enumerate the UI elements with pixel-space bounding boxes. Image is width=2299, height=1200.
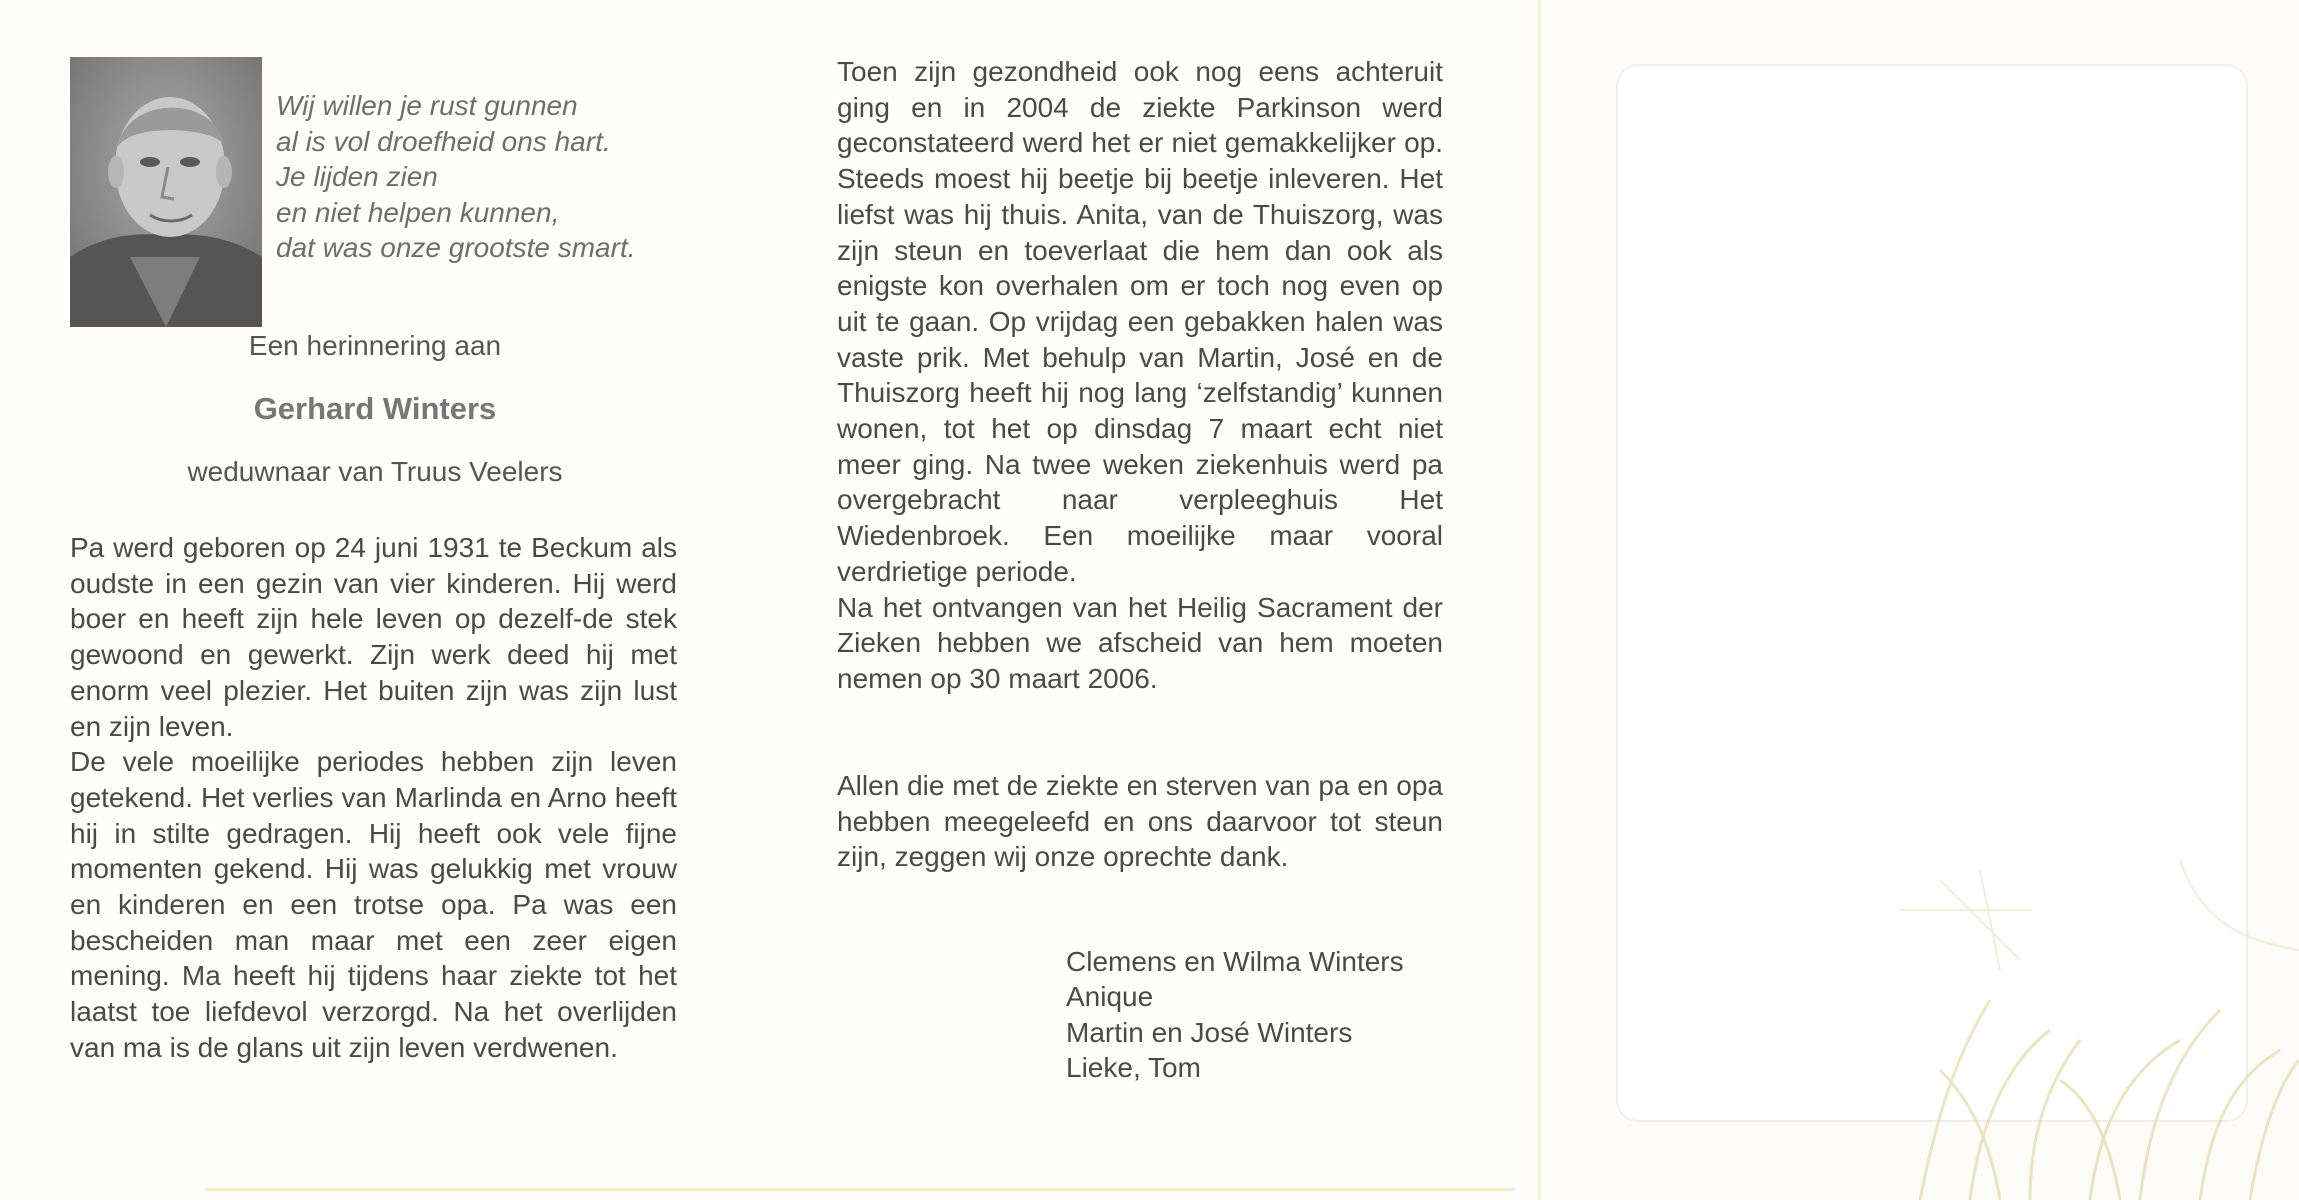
portrait-image (70, 57, 262, 327)
paragraph: Na het ontvangen van het Heilig Sacrament der Zieken hebben we afscheid van hem moeten nemen op 30 maart 2006. (837, 591, 1443, 694)
family-signatures (1066, 944, 1486, 1085)
poem-line: en niet helpen kunnen, (276, 196, 560, 228)
portrait-photo (70, 57, 262, 327)
deceased-name: Gerhard Winters (253, 391, 497, 426)
signature-line: Lieke, Tom (1066, 1051, 1201, 1083)
poem (276, 88, 736, 266)
poem-line: Je lijden zien (276, 161, 438, 192)
biography-right (837, 54, 1443, 697)
paragraph: Allen die met de ziekte en sterven van pa en opa hebben meegeleefd en ons daarvoor tot steun zijn, zeggen wij onze oprechte dank. (837, 770, 1443, 873)
paragraph: De vele moeilijke periodes hebben zijn leven getekend. Het verlies van Marlinda en Arno heeft hij in stilte gedragen. Hij heeft ook vele fijne momenten gekend. Hij was gelukkig met vrouw en kinderen en een trotse opa. Pa was een bescheiden man maar met een zeer eigen mening. Ma heeft hij tijdens haar ziekte tot het laatst toe liefdevol verzorgd. Na het overlijden van ma is de glans uit zijn leven verdwenen. (70, 746, 677, 1063)
biography-left (70, 530, 677, 1066)
poem-line: dat was onze grootste smart. (276, 232, 636, 263)
poem-line: Wij willen je rust gunnen (276, 90, 578, 121)
grass-illustration (1880, 840, 2299, 1200)
bottom-yellow-line (205, 1188, 1515, 1191)
widower-line: weduwnaar van Truus Veelers (187, 456, 563, 487)
signature-line: Martin en José Winters (1066, 1016, 1353, 1048)
paragraph: Toen zijn gezondheid ook nog eens achteruit ging en in 2004 de ziekte Parkinson werd geconstateerd werd het er niet gemakkelijker op. Steeds moest hij beetje bij beetje inleveren. Het liefst was hij thuis. Anita, van de Thuiszorg, was zijn steun en toeverlaat die hem dan ook als enigste kon overhalen om er toch nog even op uit te gaan. Op vrijdag een gebakken halen was vaste prik. Met behulp van Martin, José en de Thuiszorg heeft hij nog lang ‘zelfstandig’ kunnen wonen, tot het op dinsdag 7 maart echt niet meer ging. Na twee weken ziekenhuis werd pa overgebracht naar verpleeghuis Het Wiedenbroek. Een moeilijke maar vooral verdrietige periode. (837, 56, 1443, 587)
intro-text: Een herinnering aan (248, 330, 502, 361)
signature-line: Anique (1066, 981, 1154, 1013)
thanks-text (837, 768, 1443, 875)
paragraph: Pa werd geboren op 24 juni 1931 te Beckum als oudste in een gezin van vier kinderen. Hij werd boer en heeft zijn hele leven op dezelf-de stek gewoond en gewerkt. Zijn werk deed hij met enorm veel plezier. Het buiten zijn was zijn lust en zijn leven. (70, 532, 677, 742)
signature-line: Clemens en Wilma Winters (1066, 946, 1404, 977)
poem-line: al is vol droefheid ons hart. (276, 125, 611, 157)
